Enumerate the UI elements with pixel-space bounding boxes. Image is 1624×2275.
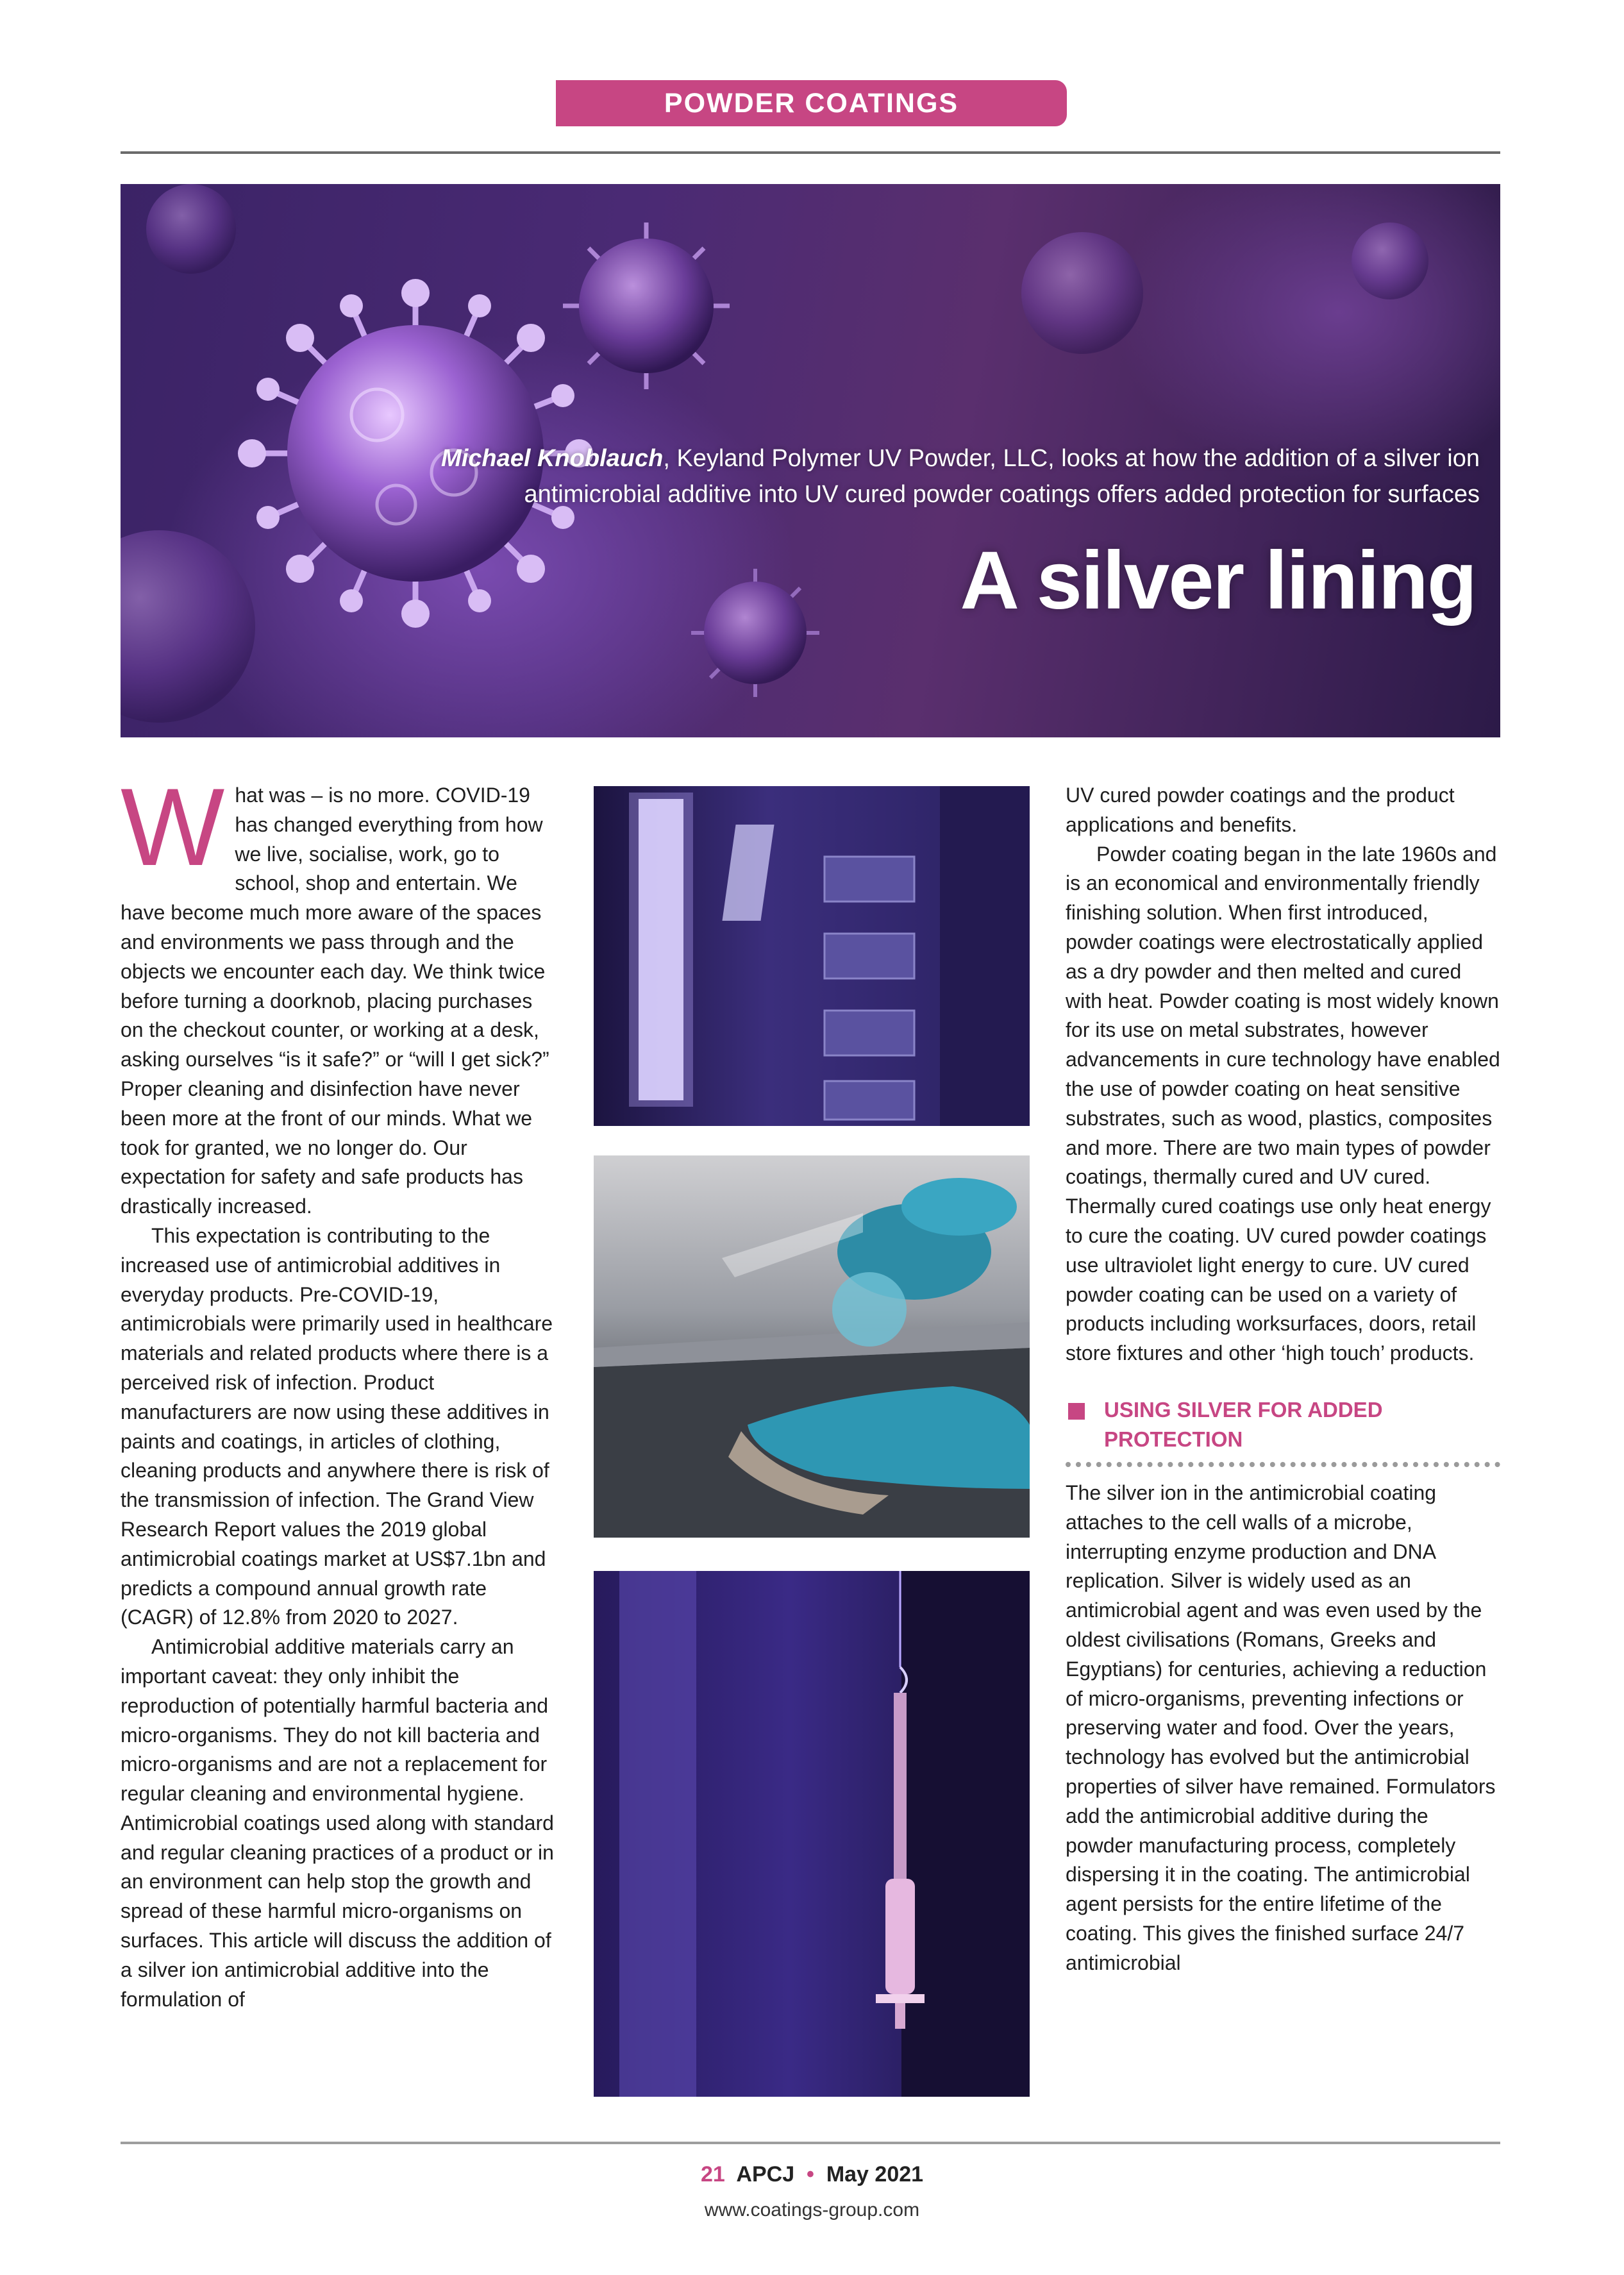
drop-cap: W xyxy=(121,766,225,889)
subheading-text: USING SILVER FOR ADDED PROTECTION xyxy=(1104,1397,1383,1451)
page-footer xyxy=(0,2162,1624,2187)
photo-uv-curing-oven xyxy=(594,786,1030,1126)
article-deck xyxy=(390,441,1480,512)
bottom-divider xyxy=(121,2142,1500,2144)
article-column-3 xyxy=(1066,781,1500,1977)
paragraph-6: The silver ion in the antimicrobial coating attaches to the cell walls of a microbe, interrupting enzyme production and DNA replication. Silver is widely used as an antimicrobial agent and was even used by the oldest civilisations (Romans, Greeks and Egyptians) for centuries, achieving a reduction of micro-organisms, preventing infections or preserving water and food. Over the years, technology has evolved but the antimicrobial properties of silver have remained. Formulators add the antimicrobial additive during the powder manufacturing process, completely dispersing it in the coating. The antimicrobial agent persists for the entire lifetime of the coating. This gives the finished surface 24/7 antimicrobial xyxy=(1066,1481,1496,1974)
paragraph-2: This expectation is contributing to the increased use of antimicrobial additives in everyday products. Pre-COVID-19, antimicrobials were primarily used in healthcare materials and related products where there is a perceived risk of infection. Product manufacturers are now using these additives in paints and coatings, in articles of clothing, cleaning products and anywhere there is risk of the transmission of infection. The Grand View Research Report values the 2019 global antimicrobial coatings market at US$7.1bn and predicts a compound annual growth rate (CAGR) of 12.8% from 2020 to 2027. xyxy=(121,1223,553,1629)
page-number: 21 xyxy=(700,2162,725,2187)
top-divider xyxy=(121,151,1500,154)
section-tab: POWDER COATINGS xyxy=(556,80,1067,126)
dotted-divider xyxy=(1066,1462,1500,1467)
article-title: A silver lining xyxy=(960,535,1476,626)
subheading-square-icon xyxy=(1068,1403,1085,1420)
virus-right xyxy=(691,569,819,697)
publication-name: APCJ xyxy=(736,2162,795,2187)
paragraph-1-text: hat was – is no more. COVID-19 has changed everything from how we live, socialise, work, go to school, shop and entertain. We have become much more aware of the spaces and environments we pass through and the objects we encounter each day. We think twice before turning a doorknob, placing purchases on the checkout counter, or working at a desk, asking ourselves “is it safe?” or “will I get sick?” Proper cleaning and disinfection have never been more at the front of our minds. What we took for granted, we no longer do. Our expectation for safety and safe products has drastically increased. xyxy=(121,784,549,1218)
deck-line-2: antimicrobial additive into UV cured powder coatings offers added protection for surfaces xyxy=(524,481,1480,508)
footer-separator: • xyxy=(807,2162,814,2187)
hero-banner xyxy=(121,184,1500,737)
subheading xyxy=(1066,1395,1500,1454)
photo-hanging-part xyxy=(594,1571,1030,2097)
paragraph-3: Antimicrobial additive materials carry an important caveat: they only inhibit the reproduction of potentially harmful bacteria and micro-organisms. They do not kill bacteria and micro-organisms and are not a replacement for regular cleaning and environmental hygiene. Antimicrobial coatings used along with standard and regular cleaning practices of a product or in an environment can help stop the growth and spread of these harmful micro-organisms on surfaces. This article will discuss the addition of a silver ion antimicrobial additive into the formulation of xyxy=(121,1635,554,2011)
paragraph-4: UV cured powder coatings and the product applications and benefits. xyxy=(1066,784,1455,836)
photo-gloved-cleaning xyxy=(594,1155,1030,1538)
issue-date: May 2021 xyxy=(826,2162,924,2187)
paragraph-1 xyxy=(121,766,558,1221)
author-name: Michael Knoblauch xyxy=(441,445,664,472)
virus-top xyxy=(563,222,730,389)
article-column-1 xyxy=(121,766,558,2014)
deck-line-1: , Keyland Polymer UV Powder, LLC, looks at how the addition of a silver ion xyxy=(663,445,1480,472)
paragraph-5: Powder coating began in the late 1960s and is an economical and environmentally friendly finishing solution. When first introduced, powder coatings were electrostatically applied as a dry powder and then melted and cured with heat. Powder coating is most widely known for its use on metal substrates, however advancements in cure technology have enabled the use of powder coating on heat sensitive substrates, such as wood, plastics, composites and more. There are two main types of powder coatings, thermally cured and UV cured. Thermally cured coatings use only heat energy to cure the coating. UV cured powder coatings use ultraviolet light energy to cure. UV cured powder coating can be used on a variety of products including worksurfaces, doors, retail store fixtures and other ‘high touch’ products. xyxy=(1066,842,1500,1365)
footer-url[interactable]: www.coatings-group.com xyxy=(704,2199,920,2220)
